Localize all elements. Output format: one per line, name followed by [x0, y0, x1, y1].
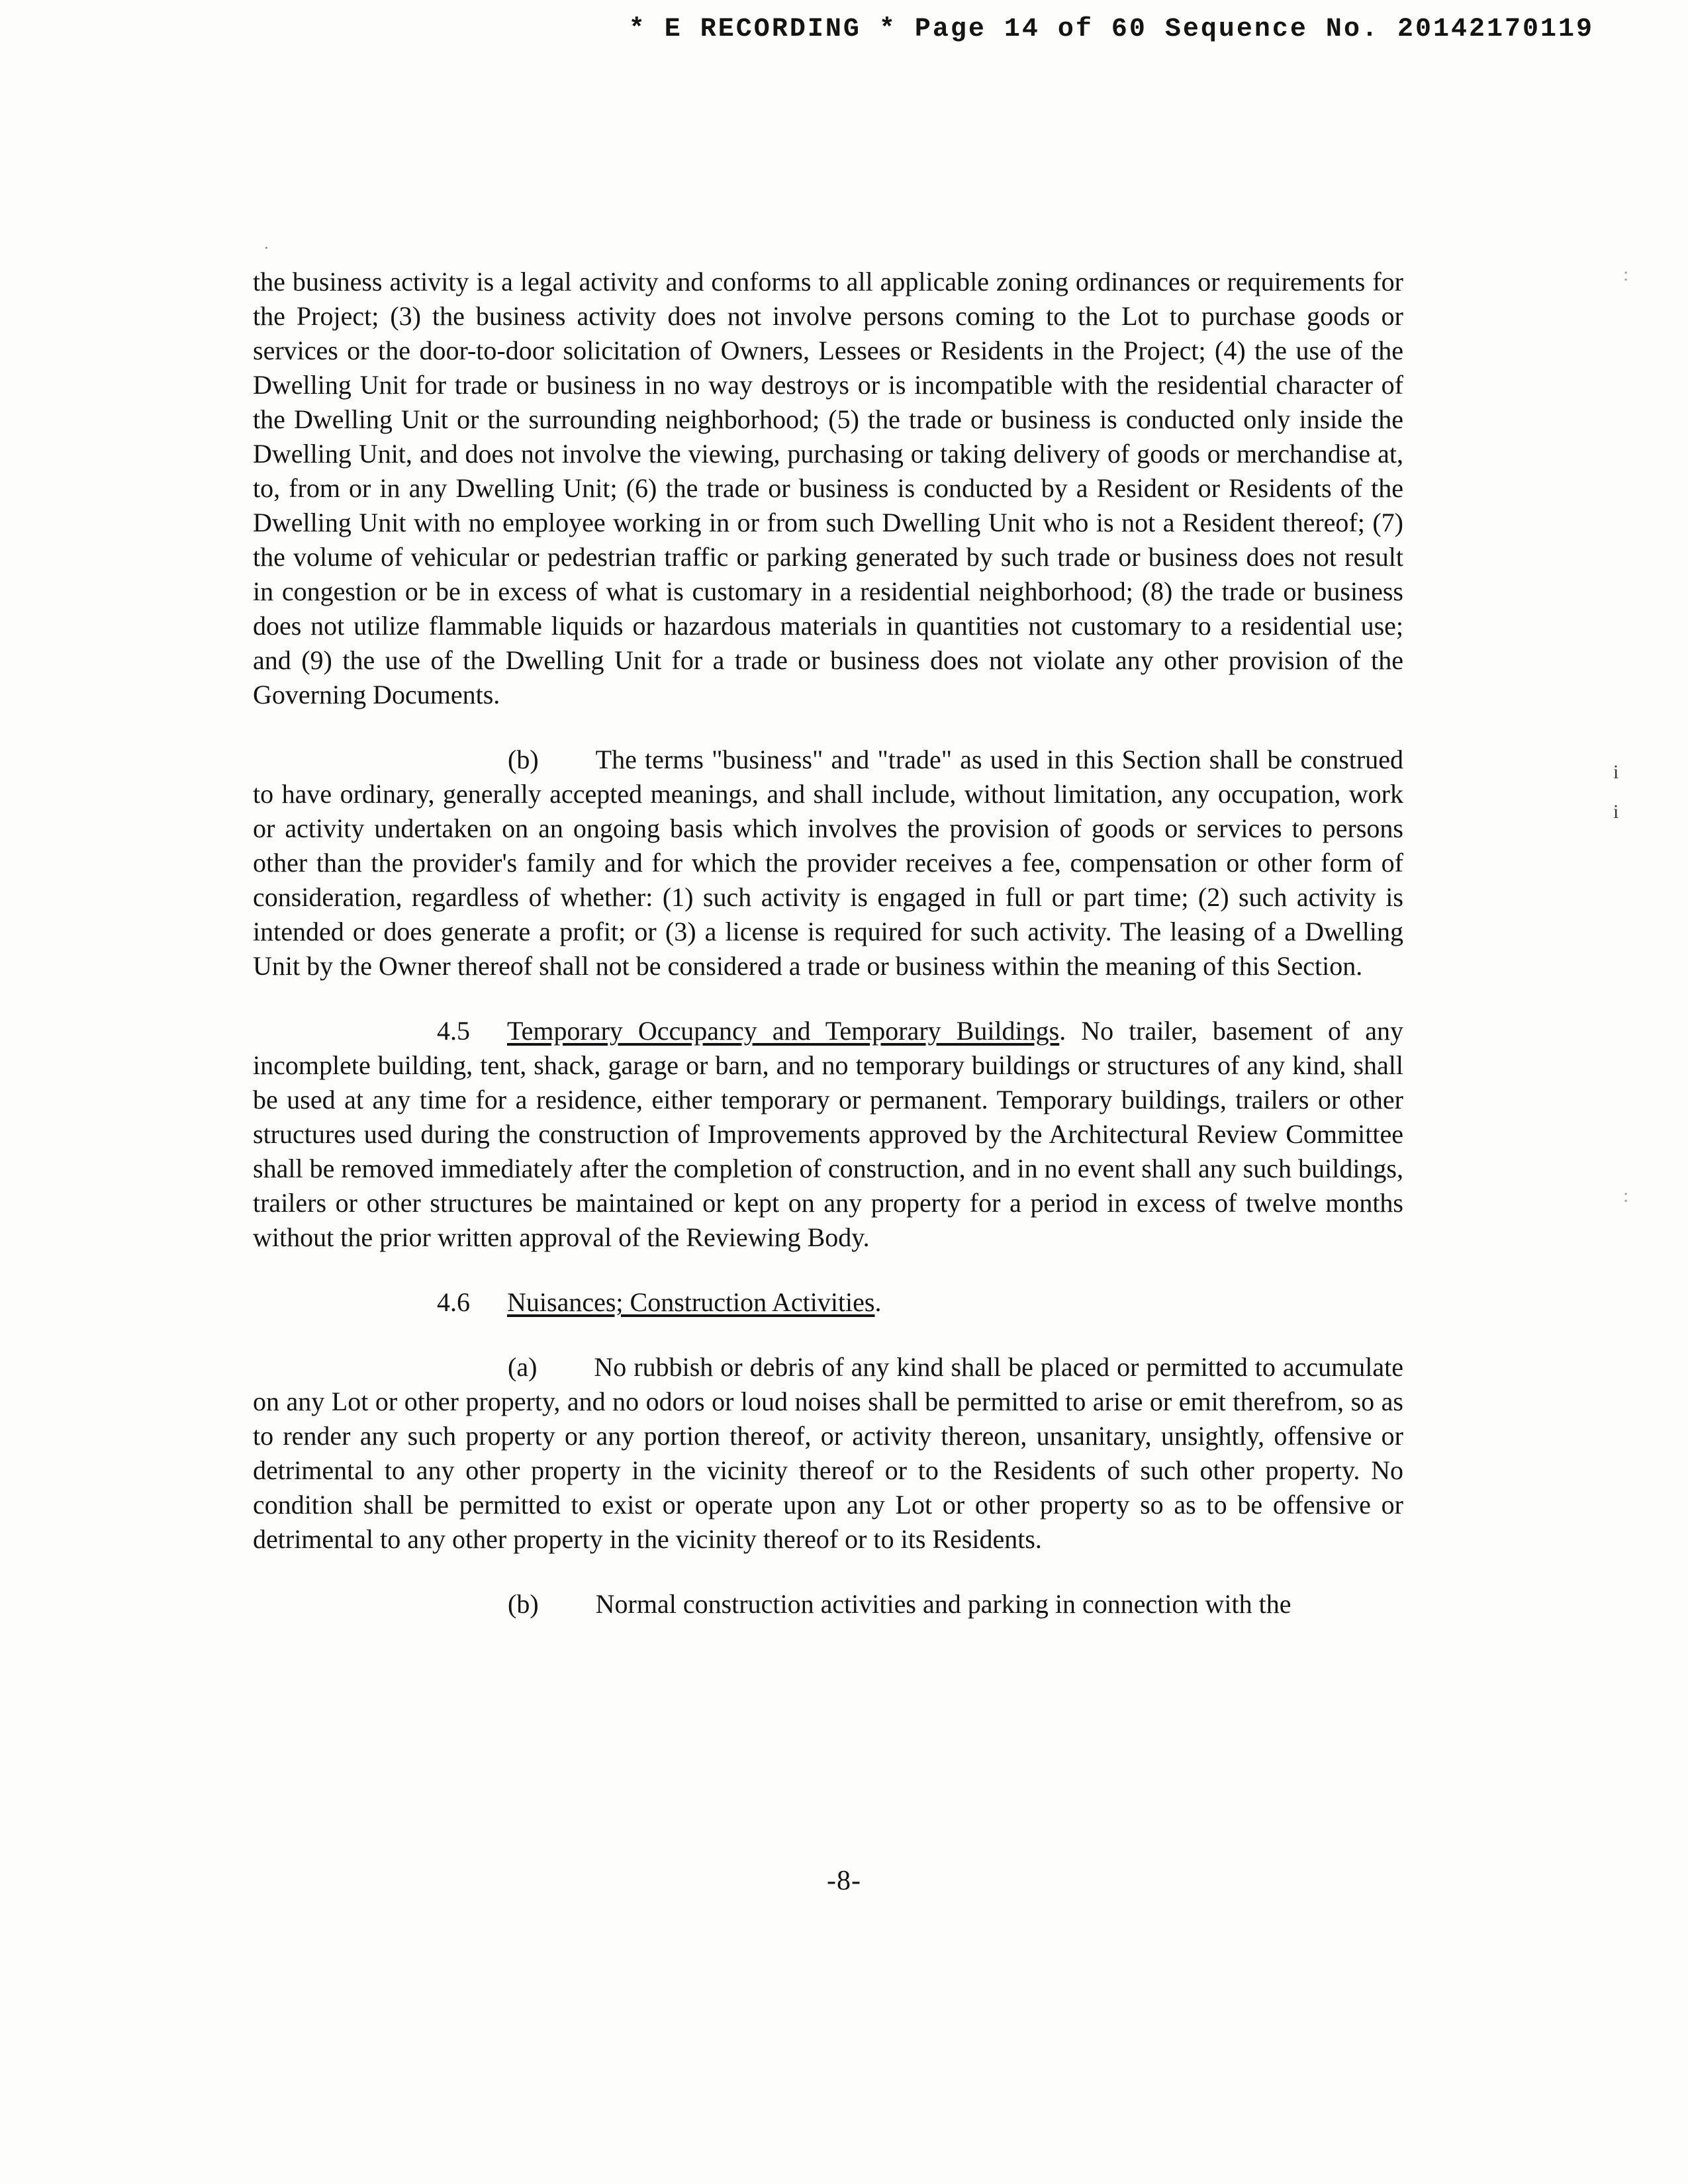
scan-artifact: · — [263, 238, 269, 257]
section-title: Nuisances; Construction Activities — [507, 1287, 875, 1317]
scan-artifact: : — [1623, 1185, 1629, 1206]
section-number: 4.6 — [437, 1287, 470, 1317]
paragraph-continuation — [253, 265, 1403, 712]
paragraph-label: (b) — [508, 745, 539, 774]
recording-stamp-header: * E RECORDING * Page 14 of 60 Sequence No. 20142170119 — [628, 15, 1594, 44]
scan-artifact: i — [1613, 801, 1619, 823]
section-text: . — [874, 1287, 882, 1317]
section-text: . No trailer, basement of any incomplete building, tent, shack, garage or barn, and no temporary buildings or structures of any kind, shall be used at any time for a residence, either temporary or permanent. Temporary buildings, trailers or other structures used during the construction of Improvements approved by the Architectural Review Committee shall be removed immediately after the completion of construction, and in no event shall any such buildings, trailers or other structures be maintained or kept on any property for a period in excess of twelve months without the prior written approval of the Reviewing Body. — [253, 1016, 1404, 1252]
page-number: -8- — [827, 1866, 861, 1896]
document-body — [253, 265, 1403, 1652]
paragraph-a-rubbish-debris — [253, 1350, 1403, 1557]
paragraph-text: No rubbish or debris of any kind shall be placed or permitted to accumulate on any Lot or other property, and no odors or loud noises shall be permitted to arise or emit therefrom, so as to render any such property or any portion thereof, or activity thereon, unsanitary, unsightly, offensive or detrimental to any other property in the vicinity thereof or to the Residents of such other property. No condition shall be permitted to exist or operate upon any Lot or other property so as to be offensive or detrimental to any other property in the vicinity thereof or to its Residents. — [253, 1352, 1403, 1554]
paragraph-b-business-trade — [253, 743, 1403, 983]
paragraph-text: The terms "business" and "trade" as used in this Section shall be construed to have ordinary, generally accepted meanings, and shall include, without limitation, any occupation, work or activity undertaken on an ongoing basis which involves the provision of goods or services to persons other than the provider's family and for which the provider receives a fee, compensation or other form of consideration, regardless of whether: (1) such activity is engaged in full or part time; (2) such activity is intended or does generate a profit; or (3) a license is required for such activity. The leasing of a Dwelling Unit by the Owner thereof shall not be considered a trade or business within the meaning of this Section. — [253, 745, 1403, 981]
section-4-5-temporary-occupancy — [253, 1014, 1403, 1255]
scan-artifact: i — [1613, 761, 1619, 783]
paragraph-b-construction-partial — [253, 1587, 1403, 1621]
section-title: Temporary Occupancy and Temporary Buildings — [507, 1016, 1060, 1046]
paragraph-text: Normal construction activities and parking in connection with the — [595, 1589, 1291, 1619]
paragraph-label: (a) — [508, 1352, 538, 1382]
scan-artifact: : — [1623, 263, 1629, 285]
paragraph-text: the business activity is a legal activity and conforms to all applicable zoning ordinances or requirements for the Project; (3) the business activity does not involve persons coming to the Lot to purchase goods or services or the door-to-door solicitation of Owners, Lessees or Residents in the Project; (4) the use of the Dwelling Unit for trade or business in no way destroys or is incompatible with the residential character of the Dwelling Unit or the surrounding neighborhood; (5) the trade or business is conducted only inside the Dwelling Unit, and does not involve the viewing, purchasing or taking delivery of goods or merchandise at, to, from or in any Dwelling Unit; (6) the trade or business is conducted by a Resident or Residents of the Dwelling Unit with no employee working in or from such Dwelling Unit who is not a Resident thereof; (7) the volume of vehicular or pedestrian traffic or parking generated by such trade or business does not result in congestion or be in excess of what is customary in a residential neighborhood; (8) the trade or business does not utilize flammable liquids or hazardous materials in quantities not customary to a residential use; and (9) the use of the Dwelling Unit for a trade or business does not violate any other provision of the Governing Documents. — [253, 267, 1403, 709]
section-number: 4.5 — [437, 1016, 470, 1046]
paragraph-label: (b) — [508, 1589, 539, 1619]
section-4-6-nuisances-heading — [253, 1285, 1403, 1320]
